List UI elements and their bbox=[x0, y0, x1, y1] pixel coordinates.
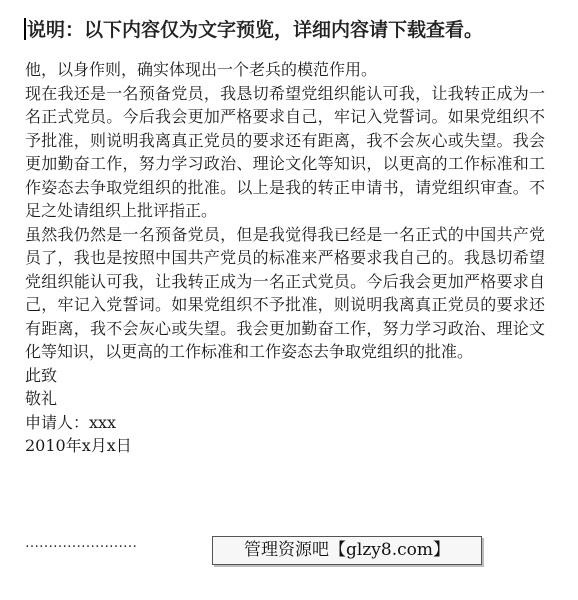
applicant-line: 申请人：xxx bbox=[25, 412, 117, 432]
dotted-separator: …………………… bbox=[25, 535, 137, 551]
salute-line: 敬礼 bbox=[25, 389, 58, 408]
paragraph-2: 现在我还是一名预备党员，我恳切希望党组织能认可我，让我转正成为一名正式党员。今后我会更加严格要求自己，牢记入党誓词。如果党组织不予批准，则说明我离真正党员的要求还有距离，我不会灰心或失望。我会更加勤奋工作，努力学习政治、理论文化等知识，以更高的工作标准和工作姿态去争取党组织的批准。以上是我的转正申请书，请党组织审查。不足之处请组织上批评指正。 bbox=[25, 83, 545, 220]
text-cursor bbox=[24, 18, 26, 40]
date-line: 2010年x月x日 bbox=[25, 436, 132, 455]
site-badge[interactable]: 管理资源吧【glzy8.com】 bbox=[212, 536, 482, 565]
closing-line: 此致 bbox=[25, 365, 58, 385]
preview-notice bbox=[24, 16, 544, 44]
paragraph-3: 虽然我仍然是一名预备党员，但是我觉得我已经是一名正式的中国共产党员了，我也是按照中国共产党员的标准来严格要求我自己的。我恳切希望党组织能认可我，让我转正成为一名正式党员。今后我会更加严格要求自己，牢记入党誓词。如果党组织不予批准，则说明我离真正党员的要求还有距离，我不会灰心或失望。我会更加勤奋工作，努力学习政治、理论文化等知识，以更高的工作标准和工作姿态去争取党组织的批准。 bbox=[25, 224, 545, 361]
preview-notice-text: 说明：以下内容仅为文字预览，详细内容请下载查看。 bbox=[27, 19, 484, 41]
paragraph-1: 他，以身作则，确实体现出一个老兵的模范作用。 bbox=[25, 60, 378, 79]
document-body bbox=[25, 58, 545, 458]
